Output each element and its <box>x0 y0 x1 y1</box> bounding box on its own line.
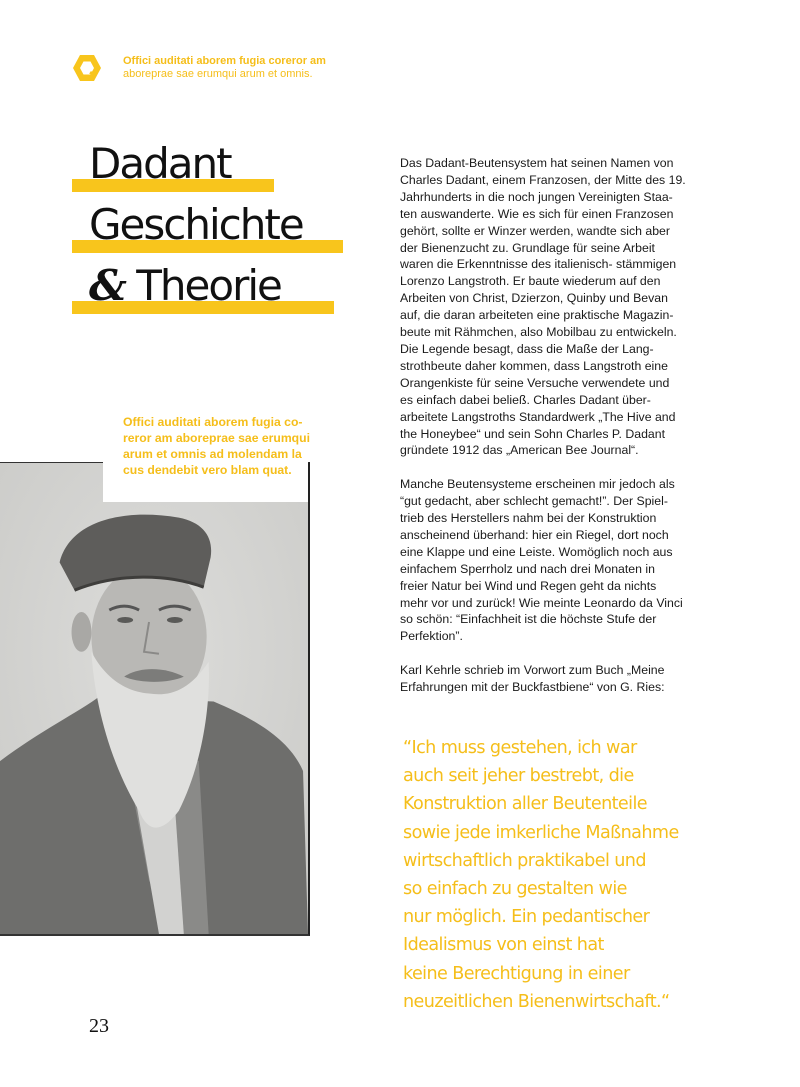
text-line: “gut gedacht, aber schlecht gemacht!”. Der Spiel- <box>400 494 668 509</box>
title-text-2: Geschichte <box>89 200 303 249</box>
text-line: es einfach dabei beließ. Charles Dadant über- <box>400 392 651 407</box>
caption-line: Offici auditati aborem fugia co- <box>123 415 303 429</box>
paragraph-3 <box>400 662 720 696</box>
title-text-1: Dadant <box>89 139 231 188</box>
title-text-3 <box>89 262 281 310</box>
quote-line: Konstruktion aller Beutenteile <box>403 794 647 815</box>
portrait-illustration <box>0 463 308 934</box>
paragraph-2 <box>400 476 720 645</box>
text-line: beute mit Rähmchen, also Mobilbau zu entwickeln. <box>400 325 677 340</box>
text-line: trieb des Herstellers nahm bei der Konstruktion <box>400 511 657 526</box>
page-number: 23 <box>89 1015 109 1037</box>
paragraph-1 <box>400 155 720 459</box>
text-line: Die Legende besagt, dass die Maße der Lang- <box>400 341 654 356</box>
pull-quote <box>403 734 679 1016</box>
text-line: Manche Beutensysteme erscheinen mir jedoch als <box>400 477 675 492</box>
caption-box <box>103 400 308 502</box>
text-line: eine Klappe und eine Leiste. Womöglich noch aus <box>400 544 673 559</box>
quote-line: nur möglich. Ein pedantischer <box>403 907 650 928</box>
body-text <box>400 155 720 713</box>
text-line: anscheinend überhand: hier ein Riegel, dort noch <box>400 527 669 542</box>
text-line: Jahrhunderts in die noch jungen Vereinigten Staa- <box>400 189 673 204</box>
quote-line: neuzeitlichen Bienenwirtschaft.“ <box>403 991 670 1012</box>
text-line: gehört, sollte er Winzer werden, wandte sich aber <box>400 223 670 238</box>
text-line: Lorenzo Langstroth. Er baute wiederum auf den <box>400 274 661 289</box>
quote-line: so einfach zu gestalten wie <box>403 879 627 900</box>
portrait-photo <box>0 462 310 936</box>
photo-caption <box>123 414 313 478</box>
text-line: Erfahrungen mit der Buckfastbiene“ von G. Ries: <box>400 680 665 695</box>
text-line: Arbeiten von Christ, Dzierzon, Quinby und Bevan <box>400 291 668 306</box>
caption-line: cus dendebit vero blam quat. <box>123 463 292 477</box>
quote-line: sowie jede imkerliche Maßnahme <box>403 822 679 843</box>
text-line: the Honeybee“ und sein Sohn Charles P. Dadant <box>400 426 666 441</box>
quote-line: wirtschaftlich praktikabel und <box>403 850 646 871</box>
hexagon-nut-icon <box>72 53 102 83</box>
text-line: einfachem Sperrholz und nach drei Monaten in <box>400 561 655 576</box>
caption-line: arum et omnis ad molendam la <box>123 447 302 461</box>
quote-line: Idealismus von einst hat <box>403 935 604 956</box>
quote-line: “Ich muss gestehen, ich war <box>403 738 637 758</box>
ampersand-glyph: & <box>89 261 125 310</box>
quote-line: keine Berechtigung in einer <box>403 963 630 984</box>
text-line: Orangenkiste für seine Versuche verwendete und <box>400 375 670 390</box>
quote-line: auch seit jeher bestrebt, die <box>403 766 634 787</box>
text-line: mehr vor und zurück! Wie meinte Leonardo da Vinci <box>400 595 683 610</box>
title-text-3-rest: Theorie <box>124 261 281 310</box>
text-line: gründete 1912 das „American Bee Journal“. <box>400 443 639 458</box>
text-line: ten auswanderte. Wie es sich für einen Franzosen <box>400 206 674 221</box>
text-line: waren die Erkenntnisse des italienisch- stämmigen <box>400 257 677 272</box>
text-line: der Bienenzucht zu. Grundlage für seine Arbeit <box>400 240 655 255</box>
text-line: Das Dadant-Beutensystem hat seinen Namen von <box>400 156 674 170</box>
header-teaser <box>123 55 383 81</box>
text-line: strothbeute daher kommen, dass Langstroth eine <box>400 358 668 373</box>
text-line: Karl Kehrle schrieb im Vorwort zum Buch „Meine <box>400 663 665 678</box>
text-line: arbeitete Langstroths Standardwerk „The Hive and <box>400 409 676 424</box>
text-line: auf, die daran arbeiteten eine praktische Magazin- <box>400 308 674 323</box>
text-line: Charles Dadant, einem Franzosen, der Mitte des 19. <box>400 172 686 187</box>
text-line: so schön: “Einfachheit ist die höchste Stufe der <box>400 612 657 627</box>
teaser-line-1: Offici auditati aborem fugia coreror am <box>123 55 326 67</box>
text-line: freier Natur bei Wind und Regen geht da nichts <box>400 578 657 593</box>
text-line: Perfektion”. <box>400 629 463 644</box>
teaser-line-2: aboreprae sae erumqui arum et omnis. <box>123 68 313 80</box>
caption-line: reror am aboreprae sae erumqui <box>123 431 310 445</box>
